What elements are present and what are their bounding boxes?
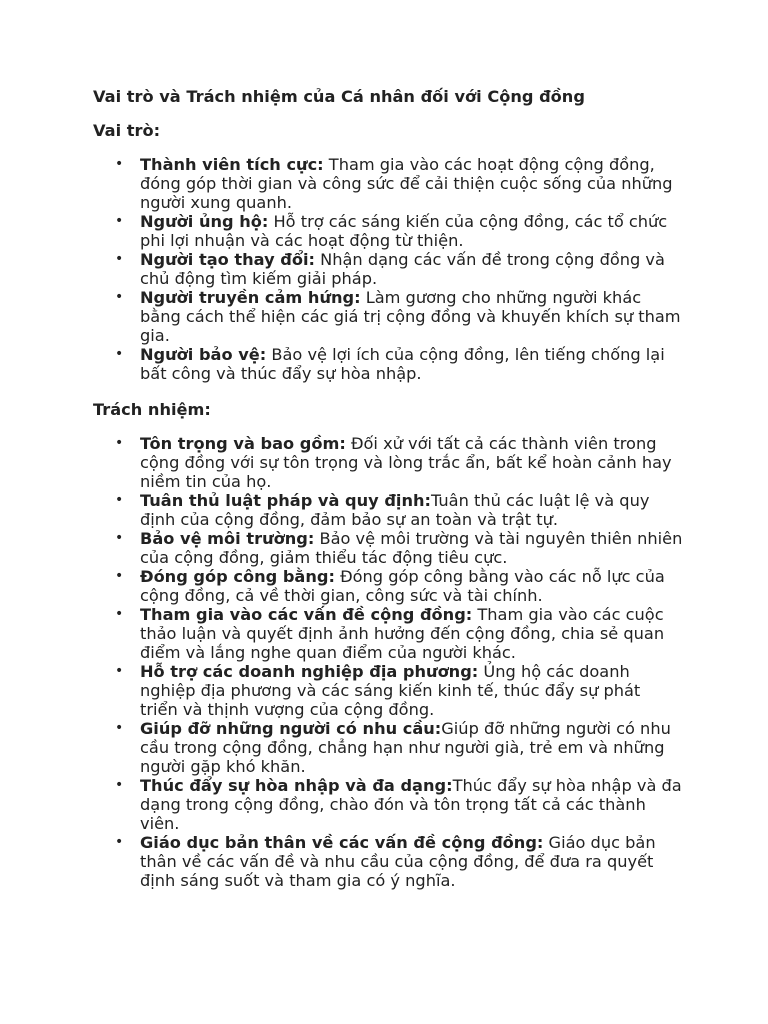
item-term: Hỗ trợ các doanh nghiệp địa phương: (140, 662, 479, 681)
item-term: Tham gia vào các vấn đề cộng đồng: (140, 605, 473, 624)
roles-heading: Vai trò: (93, 121, 161, 140)
item-text: Nhận dạng các vấn đề trong cộng đồng và chủ động tìm kiếm giải pháp. (140, 250, 665, 288)
bullet-icon: • (115, 213, 124, 229)
item-term: Thúc đẩy sự hòa nhập và đa dạng: (140, 776, 453, 795)
list-item (93, 529, 683, 567)
item-text: Tham gia vào các cuộc thảo luận và quyết định ảnh hưởng đến cộng đồng, chia sẻ quan điểm và lắng nghe quan điểm của người khác. (140, 605, 665, 662)
item-text: Giáo dục bản thân về các vấn đề và nhu cầu của cộng đồng, để đưa ra quyết định sáng suốt và tham gia có ý nghĩa. (140, 833, 656, 890)
list-item (93, 155, 683, 212)
item-text: Đóng góp công bằng vào các nỗ lực của cộng đồng, cả về thời gian, công sức và tài chính. (140, 567, 665, 605)
item-text: Tuân thủ các luật lệ và quy định của cộng đồng, đảm bảo sự an toàn và trật tự. (140, 491, 650, 529)
item-term: Đóng góp công bằng: (140, 567, 335, 586)
bullet-icon: • (115, 530, 124, 546)
list-item (93, 719, 683, 776)
bullet-icon: • (115, 777, 124, 793)
list-item (93, 288, 683, 345)
item-text: Bảo vệ môi trường và tài nguyên thiên nhiên của cộng đồng, giảm thiểu tác động tiêu cực. (140, 529, 683, 567)
item-text: Làm gương cho những người khác bằng cách thể hiện các giá trị cộng đồng và khuyến khích sự tham gia. (140, 288, 681, 345)
item-term: Tôn trọng và bao gồm: (140, 434, 346, 453)
list-item (93, 662, 683, 719)
item-text: Thúc đẩy sự hòa nhập và đa dạng trong cộng đồng, chào đón và tôn trọng tất cả các thành viên. (140, 776, 682, 833)
bullet-icon: • (115, 720, 124, 736)
item-term: Người tạo thay đổi: (140, 250, 315, 269)
bullet-icon: • (115, 834, 124, 850)
item-text: Ủng hộ các doanh nghiệp địa phương và các sáng kiến kinh tế, thúc đẩy sự phát triển và thịnh vượng của cộng đồng. (140, 662, 641, 719)
list-item (93, 833, 683, 890)
bullet-icon: • (115, 346, 124, 362)
list-item (93, 605, 683, 662)
roles-list (93, 155, 683, 383)
bullet-icon: • (115, 492, 124, 508)
item-text: Bảo vệ lợi ích của cộng đồng, lên tiếng chống lại bất công và thúc đẩy sự hòa nhập. (140, 345, 665, 383)
item-term: Giúp đỡ những người có nhu cầu: (140, 719, 442, 738)
item-term: Thành viên tích cực: (140, 155, 324, 174)
item-text: Tham gia vào các hoạt động cộng đồng, đóng góp thời gian và công sức để cải thiện cuộc sống của những người xung quanh. (140, 155, 673, 212)
bullet-icon: • (115, 251, 124, 267)
item-text: Giúp đỡ những người có nhu cầu trong cộng đồng, chẳng hạn như người già, trẻ em và những người gặp khó khăn. (140, 719, 671, 776)
document-page (93, 86, 683, 890)
list-item (93, 491, 683, 529)
item-term: Người bảo vệ: (140, 345, 267, 364)
list-item (93, 567, 683, 605)
item-term: Tuân thủ luật pháp và quy định: (140, 491, 431, 510)
item-text: Đối xử với tất cả các thành viên trong cộng đồng với sự tôn trọng và lòng trắc ẩn, bất kể hoàn cảnh hay niềm tin của họ. (140, 434, 672, 491)
bullet-icon: • (115, 568, 124, 584)
bullet-icon: • (115, 663, 124, 679)
item-text: Hỗ trợ các sáng kiến của cộng đồng, các tổ chức phi lợi nhuận và các hoạt động từ thiện. (140, 212, 668, 250)
list-item (93, 250, 683, 288)
document-title: Vai trò và Trách nhiệm của Cá nhân đối với Cộng đồng (93, 87, 585, 106)
item-term: Bảo vệ môi trường: (140, 529, 315, 548)
bullet-icon: • (115, 156, 124, 172)
item-term: Người ủng hộ: (140, 212, 269, 231)
list-item (93, 212, 683, 250)
responsibilities-list (93, 434, 683, 890)
bullet-icon: • (115, 289, 124, 305)
bullet-icon: • (115, 606, 124, 622)
item-term: Giáo dục bản thân về các vấn đề cộng đồng: (140, 833, 544, 852)
list-item (93, 345, 683, 383)
bullet-icon: • (115, 435, 124, 451)
item-term: Người truyền cảm hứng: (140, 288, 361, 307)
responsibilities-heading: Trách nhiệm: (93, 400, 211, 419)
list-item (93, 434, 683, 491)
list-item (93, 776, 683, 833)
